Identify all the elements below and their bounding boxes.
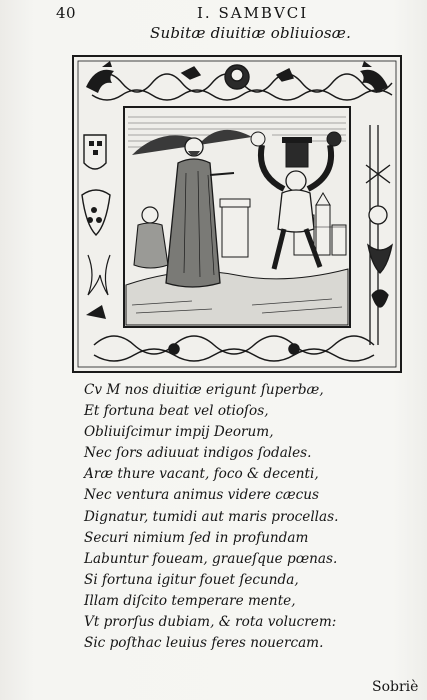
verse-line: Vt prorſus dubiam, & rota volucrem: (84, 614, 337, 631)
emblem-verse (84, 380, 338, 654)
verse-line: Dignatur, tumidi aut maris procellas. (84, 508, 339, 525)
verse-line: Securi nimium ſed in profundam (84, 529, 309, 546)
verse-line: Si fortuna igitur fouet ſecunda, (84, 571, 299, 588)
woodcut-illustration (72, 55, 402, 373)
page-number: 40 (56, 4, 77, 22)
emblem-motto: Subitæ diuitiæ obliuiosæ. (150, 24, 352, 42)
verse-line: Illam diſcito temperare mente, (84, 592, 296, 609)
ground (126, 269, 348, 325)
verse-line: Labuntur foueam, graueſque pœnas. (84, 550, 338, 567)
verse-line: Obliuiſcimur impij Deorum, (84, 424, 274, 441)
verse-line: Cv M nos diuitiæ erigunt ſuperbæ, (84, 382, 324, 398)
verse-line: Aræ thure vacant, foco & decenti, (84, 466, 319, 483)
verse-line: Et fortuna beat vel otioſos, (84, 403, 269, 420)
verse-line: Nec ſors adiuuat indigos ſodales. (84, 445, 312, 462)
running-head: I. SAMBVCI (197, 4, 309, 22)
tower (220, 199, 250, 257)
catchword: Sobriè (372, 679, 419, 695)
verse-line: Nec ventura animus videre cæcus (84, 487, 320, 504)
verse-line: Sic poſthac leuius feres nouercam. (84, 635, 324, 652)
